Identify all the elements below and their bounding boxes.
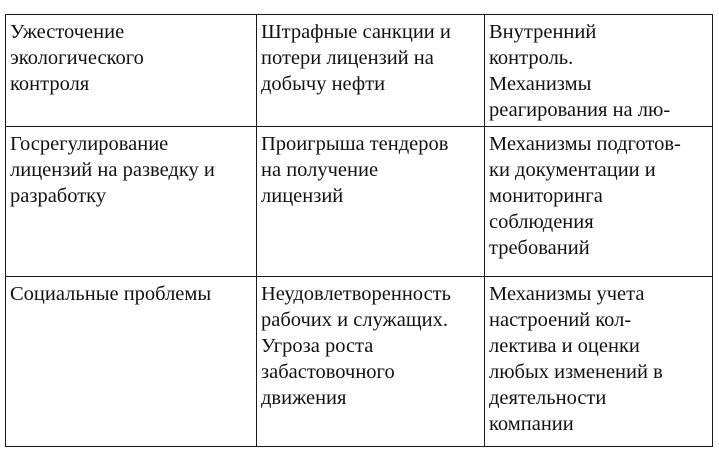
cell-line: Угроза роста (261, 335, 374, 357)
cell-line: деятельности (489, 387, 607, 409)
risk-table (5, 14, 713, 447)
cell-line: лицензий (261, 185, 344, 207)
cell-line: Неудовлетворенность (261, 283, 451, 305)
cell-line: лектива и оценки (489, 335, 640, 357)
cell-line: экологического (10, 47, 144, 69)
table-row (6, 277, 713, 447)
table-cell-risk-factor (6, 127, 257, 277)
table-cell-risk-factor (6, 15, 257, 127)
table-cell-consequence (257, 277, 485, 447)
cell-line: потери лицензий на (261, 47, 434, 69)
table-cell-mechanism (485, 127, 713, 277)
cell-line: мониторинга (489, 185, 603, 207)
cell-line: Механизмы подготов- (489, 133, 681, 155)
table-cell-mechanism (485, 15, 713, 127)
cell-line: Социальные проблемы (10, 283, 212, 305)
cell-line: настроений кол- (489, 309, 632, 331)
table-cell-mechanism (485, 277, 713, 447)
cell-line: лицензий на разведку и (10, 159, 215, 181)
table-cell-risk-factor (6, 277, 257, 447)
cell-line: соблюдения (489, 211, 594, 233)
table-row (6, 127, 713, 277)
cell-line: рабочих и служащих. (261, 309, 448, 331)
cell-line: Госрегулирование (10, 133, 169, 155)
cell-line: ки документации и (489, 159, 656, 181)
table-cell-consequence (257, 127, 485, 277)
cell-line: Механизмы учета (489, 283, 645, 305)
cell-line: реагирования на лю- (489, 99, 671, 121)
cell-line: забастовочного (261, 361, 395, 383)
table-row (6, 15, 713, 127)
cell-line: контроля (10, 73, 90, 95)
cell-line: добычу нефти (261, 73, 386, 95)
cell-line: на получение (261, 159, 379, 181)
cell-line: требований (489, 237, 590, 259)
cell-line: компании (489, 413, 574, 435)
cell-line: Штрафные санкции и (261, 21, 451, 43)
cell-line: контроль. (489, 47, 574, 69)
table-cell-consequence (257, 15, 485, 127)
cell-line: разработку (10, 185, 107, 207)
cell-line: движения (261, 387, 347, 409)
cell-line: Механизмы (489, 73, 592, 95)
cell-line: Внутренний (489, 21, 597, 43)
cell-line: Ужесточение (10, 21, 125, 43)
cell-line: Проигрыша тендеров (261, 133, 449, 155)
cell-line: любых изменений в (489, 361, 663, 383)
